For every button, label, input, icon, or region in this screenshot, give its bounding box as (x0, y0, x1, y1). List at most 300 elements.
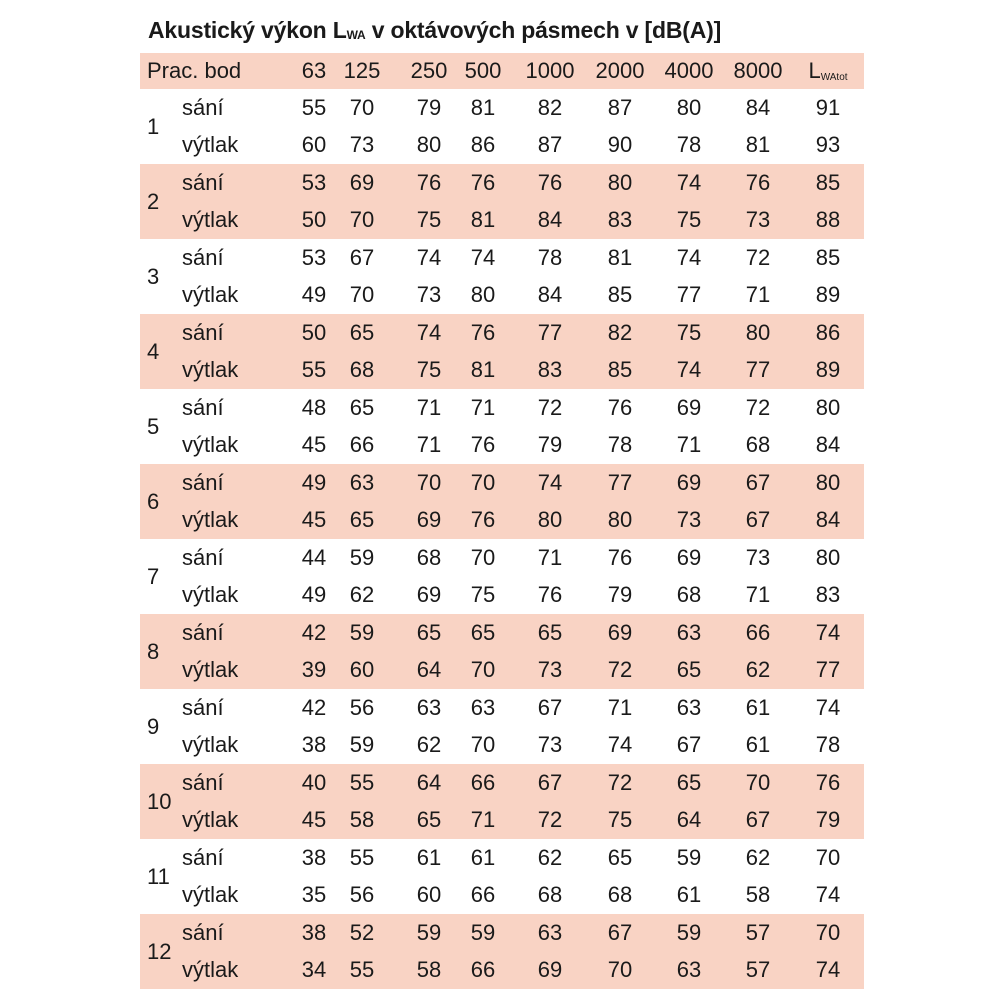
operating-point-group (140, 239, 864, 314)
discharge-label: výtlak (182, 132, 239, 158)
total-value-cell: 74 (815, 619, 841, 645)
band-value-cell: 44 (301, 544, 327, 570)
band-value-cell: 76 (607, 544, 633, 570)
band-value-cell: 70 (745, 769, 771, 795)
band-value-cell: 61 (470, 844, 496, 870)
band-value-cell: 81 (745, 132, 771, 158)
band-value-cell: 65 (349, 394, 375, 420)
band-value-cell: 70 (416, 469, 442, 495)
band-value-cell: 45 (301, 807, 327, 833)
table-row (140, 389, 864, 427)
band-value-cell: 73 (745, 207, 771, 233)
band-value-cell: 61 (745, 732, 771, 758)
band-value-cell: 63 (676, 957, 702, 983)
band-value-cell: 80 (537, 507, 563, 533)
band-value-cell: 67 (607, 919, 633, 945)
band-value-cell: 72 (537, 394, 563, 420)
band-value-cell: 61 (416, 844, 442, 870)
sound-power-table (140, 53, 864, 989)
band-value-cell: 61 (745, 694, 771, 720)
band-value-cell: 65 (607, 844, 633, 870)
total-value-cell: 80 (815, 394, 841, 420)
band-value-cell: 76 (470, 169, 496, 195)
total-value-cell: 76 (815, 769, 841, 795)
discharge-label: výtlak (182, 432, 239, 458)
suction-label: sání (182, 469, 224, 495)
band-value-cell: 80 (607, 507, 633, 533)
total-value-cell: 74 (815, 694, 841, 720)
band-value-cell: 61 (676, 882, 702, 908)
table-row (140, 314, 864, 352)
band-value-cell: 49 (301, 282, 327, 308)
band-value-cell: 73 (349, 132, 375, 158)
band-value-cell: 87 (537, 132, 563, 158)
band-value-cell: 60 (349, 657, 375, 683)
discharge-label: výtlak (182, 657, 239, 683)
band-value-cell: 66 (470, 882, 496, 908)
band-value-cell: 74 (416, 319, 442, 345)
total-value-cell: 80 (815, 544, 841, 570)
total-value-cell: 91 (815, 94, 841, 120)
total-value-cell: 89 (815, 282, 841, 308)
band-value-cell: 64 (416, 657, 442, 683)
total-value-cell: 80 (815, 469, 841, 495)
band-value-cell: 75 (416, 207, 442, 233)
band-value-cell: 83 (607, 207, 633, 233)
band-value-cell: 40 (301, 769, 327, 795)
band-value-cell: 76 (607, 394, 633, 420)
band-value-cell: 81 (470, 207, 496, 233)
band-value-cell: 62 (745, 657, 771, 683)
band-value-cell: 53 (301, 244, 327, 270)
band-value-cell: 70 (470, 657, 496, 683)
band-value-cell: 75 (676, 207, 702, 233)
band-value-cell: 58 (416, 957, 442, 983)
band-value-cell: 84 (537, 282, 563, 308)
band-value-cell: 78 (537, 244, 563, 270)
band-value-cell: 59 (676, 919, 702, 945)
band-value-cell: 80 (416, 132, 442, 158)
band-value-cell: 55 (301, 94, 327, 120)
band-value-cell: 77 (676, 282, 702, 308)
operating-point-group (140, 164, 864, 239)
total-value-cell: 84 (815, 507, 841, 533)
band-value-cell: 75 (676, 319, 702, 345)
total-value-cell: 85 (815, 169, 841, 195)
band-value-cell: 73 (416, 282, 442, 308)
band-value-cell: 74 (676, 357, 702, 383)
band-value-cell: 49 (301, 469, 327, 495)
band-value-cell: 75 (607, 807, 633, 833)
band-value-cell: 68 (607, 882, 633, 908)
band-value-cell: 59 (416, 919, 442, 945)
band-value-cell: 74 (470, 244, 496, 270)
operating-point-number: 7 (147, 563, 160, 589)
band-value-cell: 80 (470, 282, 496, 308)
operating-point-group (140, 764, 864, 839)
title-rest: v oktávových pásmech v [dB(A)] (365, 17, 722, 43)
band-value-cell: 38 (301, 919, 327, 945)
band-value-cell: 60 (301, 132, 327, 158)
total-value-cell: 93 (815, 132, 841, 158)
band-value-cell: 57 (745, 919, 771, 945)
discharge-label: výtlak (182, 207, 239, 233)
suction-label: sání (182, 694, 224, 720)
band-value-cell: 71 (745, 582, 771, 608)
band-value-cell: 55 (349, 769, 375, 795)
table-row (140, 502, 864, 540)
operating-point-group (140, 89, 864, 164)
operating-point-group (140, 914, 864, 989)
band-value-cell: 78 (676, 132, 702, 158)
band-value-cell: 39 (301, 657, 327, 683)
band-value-cell: 63 (676, 694, 702, 720)
total-value-cell: 85 (815, 244, 841, 270)
operating-point-number: 1 (147, 113, 160, 139)
discharge-label: výtlak (182, 282, 239, 308)
band-value-cell: 72 (607, 657, 633, 683)
suction-label: sání (182, 769, 224, 795)
band-value-cell: 74 (676, 169, 702, 195)
band-value-cell: 59 (349, 732, 375, 758)
band-value-cell: 45 (301, 507, 327, 533)
band-value-cell: 68 (416, 544, 442, 570)
band-value-cell: 77 (745, 357, 771, 383)
band-value-cell: 65 (537, 619, 563, 645)
band-value-cell: 71 (416, 432, 442, 458)
table-row (140, 802, 864, 840)
table-row (140, 877, 864, 915)
band-value-cell: 62 (416, 732, 442, 758)
total-value-cell: 70 (815, 844, 841, 870)
header-point-label: Prac. bod (147, 58, 242, 83)
band-value-cell: 62 (537, 844, 563, 870)
header-band: 125 (343, 58, 381, 83)
band-value-cell: 73 (537, 657, 563, 683)
band-value-cell: 65 (349, 319, 375, 345)
band-value-cell: 86 (470, 132, 496, 158)
table-row (140, 427, 864, 465)
suction-label: sání (182, 394, 224, 420)
band-value-cell: 74 (416, 244, 442, 270)
band-value-cell: 53 (301, 169, 327, 195)
suction-label: sání (182, 619, 224, 645)
band-value-cell: 82 (537, 94, 563, 120)
band-value-cell: 80 (745, 319, 771, 345)
band-value-cell: 67 (676, 732, 702, 758)
operating-point-number: 3 (147, 263, 160, 289)
band-value-cell: 75 (416, 357, 442, 383)
table-row (140, 164, 864, 202)
band-value-cell: 70 (349, 207, 375, 233)
suction-label: sání (182, 169, 224, 195)
total-value-cell: 86 (815, 319, 841, 345)
discharge-label: výtlak (182, 807, 239, 833)
table-row (140, 839, 864, 877)
table-row (140, 277, 864, 315)
band-value-cell: 55 (301, 357, 327, 383)
table-row (140, 577, 864, 615)
table-row (140, 652, 864, 690)
band-value-cell: 64 (416, 769, 442, 795)
band-value-cell: 77 (537, 319, 563, 345)
band-value-cell: 34 (301, 957, 327, 983)
table-row (140, 689, 864, 727)
band-value-cell: 63 (470, 694, 496, 720)
band-value-cell: 71 (676, 432, 702, 458)
discharge-label: výtlak (182, 957, 239, 983)
band-value-cell: 67 (745, 507, 771, 533)
band-value-cell: 81 (470, 357, 496, 383)
band-value-cell: 70 (349, 282, 375, 308)
band-value-cell: 58 (349, 807, 375, 833)
band-value-cell: 76 (470, 432, 496, 458)
operating-point-group (140, 689, 864, 764)
band-value-cell: 65 (676, 657, 702, 683)
band-value-cell: 83 (537, 357, 563, 383)
band-value-cell: 59 (470, 919, 496, 945)
band-value-cell: 78 (607, 432, 633, 458)
header-total-main: L (808, 58, 821, 83)
operating-point-group (140, 464, 864, 539)
table-row (140, 764, 864, 802)
band-value-cell: 66 (470, 769, 496, 795)
total-value-cell: 74 (815, 957, 841, 983)
band-value-cell: 73 (676, 507, 702, 533)
band-value-cell: 68 (537, 882, 563, 908)
table-row (140, 239, 864, 277)
band-value-cell: 69 (349, 169, 375, 195)
suction-label: sání (182, 319, 224, 345)
band-value-cell: 66 (470, 957, 496, 983)
band-value-cell: 67 (537, 694, 563, 720)
header-total-subscript: WAtot (820, 72, 848, 83)
operating-point-number: 5 (147, 413, 160, 439)
band-value-cell: 71 (416, 394, 442, 420)
band-value-cell: 62 (745, 844, 771, 870)
band-value-cell: 69 (676, 544, 702, 570)
band-value-cell: 74 (537, 469, 563, 495)
table-row (140, 727, 864, 765)
band-value-cell: 42 (301, 694, 327, 720)
band-value-cell: 52 (349, 919, 375, 945)
band-value-cell: 80 (676, 94, 702, 120)
table-row (140, 614, 864, 652)
header-band: 2000 (595, 58, 645, 83)
band-value-cell: 90 (607, 132, 633, 158)
band-value-cell: 72 (607, 769, 633, 795)
band-value-cell: 50 (301, 319, 327, 345)
band-value-cell: 57 (745, 957, 771, 983)
band-value-cell: 55 (349, 957, 375, 983)
band-value-cell: 68 (745, 432, 771, 458)
operating-point-group (140, 389, 864, 464)
band-value-cell: 35 (301, 882, 327, 908)
table-row (140, 89, 864, 127)
band-value-cell: 65 (416, 619, 442, 645)
total-value-cell: 84 (815, 432, 841, 458)
band-value-cell: 75 (470, 582, 496, 608)
band-value-cell: 73 (745, 544, 771, 570)
band-value-cell: 76 (745, 169, 771, 195)
table-row (140, 952, 864, 990)
band-value-cell: 65 (349, 507, 375, 533)
operating-point-number: 6 (147, 488, 160, 514)
header-band: 250 (410, 58, 448, 83)
band-value-cell: 72 (537, 807, 563, 833)
suction-label: sání (182, 919, 224, 945)
operating-point-group (140, 839, 864, 914)
band-value-cell: 81 (607, 244, 633, 270)
operating-point-number: 10 (147, 788, 172, 814)
table-row (140, 127, 864, 165)
band-value-cell: 66 (745, 619, 771, 645)
band-value-cell: 69 (416, 582, 442, 608)
band-value-cell: 59 (349, 544, 375, 570)
discharge-label: výtlak (182, 732, 239, 758)
band-value-cell: 72 (745, 244, 771, 270)
band-value-cell: 65 (470, 619, 496, 645)
band-value-cell: 59 (676, 844, 702, 870)
total-value-cell: 79 (815, 807, 841, 833)
band-value-cell: 73 (537, 732, 563, 758)
band-value-cell: 66 (349, 432, 375, 458)
band-value-cell: 68 (349, 357, 375, 383)
band-value-cell: 56 (349, 694, 375, 720)
band-value-cell: 63 (416, 694, 442, 720)
band-value-cell: 50 (301, 207, 327, 233)
band-value-cell: 74 (676, 244, 702, 270)
band-value-cell: 76 (416, 169, 442, 195)
band-value-cell: 38 (301, 844, 327, 870)
header-band: 4000 (664, 58, 714, 83)
band-value-cell: 85 (607, 282, 633, 308)
band-value-cell: 77 (607, 469, 633, 495)
band-value-cell: 70 (607, 957, 633, 983)
band-value-cell: 59 (349, 619, 375, 645)
band-value-cell: 55 (349, 844, 375, 870)
total-value-cell: 78 (815, 732, 841, 758)
operating-point-group (140, 314, 864, 389)
table-row (140, 464, 864, 502)
band-value-cell: 42 (301, 619, 327, 645)
total-value-cell: 89 (815, 357, 841, 383)
band-value-cell: 67 (745, 469, 771, 495)
band-value-cell: 56 (349, 882, 375, 908)
band-value-cell: 64 (676, 807, 702, 833)
discharge-label: výtlak (182, 882, 239, 908)
total-value-cell: 77 (815, 657, 841, 683)
total-value-cell: 83 (815, 582, 841, 608)
header-total (808, 60, 847, 82)
title-main: Akustický výkon L (148, 17, 347, 43)
band-value-cell: 63 (349, 469, 375, 495)
band-value-cell: 82 (607, 319, 633, 345)
band-value-cell: 38 (301, 732, 327, 758)
band-value-cell: 70 (349, 94, 375, 120)
table-header-row (140, 53, 864, 89)
table-row (140, 539, 864, 577)
band-value-cell: 79 (607, 582, 633, 608)
band-value-cell: 71 (537, 544, 563, 570)
band-value-cell: 69 (607, 619, 633, 645)
header-band: 500 (464, 58, 502, 83)
band-value-cell: 67 (745, 807, 771, 833)
band-value-cell: 62 (349, 582, 375, 608)
total-value-cell: 70 (815, 919, 841, 945)
band-value-cell: 87 (607, 94, 633, 120)
band-value-cell: 69 (537, 957, 563, 983)
operating-point-number: 11 (147, 863, 170, 889)
band-value-cell: 76 (537, 169, 563, 195)
operating-point-number: 8 (147, 638, 160, 664)
band-value-cell: 48 (301, 394, 327, 420)
band-value-cell: 63 (676, 619, 702, 645)
band-value-cell: 84 (745, 94, 771, 120)
band-value-cell: 79 (537, 432, 563, 458)
band-value-cell: 76 (537, 582, 563, 608)
discharge-label: výtlak (182, 357, 239, 383)
band-value-cell: 71 (470, 394, 496, 420)
operating-point-number: 12 (147, 938, 172, 964)
operating-point-number: 2 (147, 188, 160, 214)
band-value-cell: 67 (537, 769, 563, 795)
operating-point-group (140, 614, 864, 689)
band-value-cell: 72 (745, 394, 771, 420)
band-value-cell: 84 (537, 207, 563, 233)
band-value-cell: 49 (301, 582, 327, 608)
header-band: 1000 (525, 58, 575, 83)
band-value-cell: 70 (470, 469, 496, 495)
band-value-cell: 76 (470, 507, 496, 533)
band-value-cell: 69 (676, 394, 702, 420)
band-value-cell: 45 (301, 432, 327, 458)
band-value-cell: 74 (607, 732, 633, 758)
operating-point-number: 4 (147, 338, 160, 364)
table-row (140, 202, 864, 240)
table-title (148, 17, 721, 44)
band-value-cell: 65 (676, 769, 702, 795)
band-value-cell: 63 (537, 919, 563, 945)
band-value-cell: 81 (470, 94, 496, 120)
operating-point-group (140, 539, 864, 614)
band-value-cell: 69 (676, 469, 702, 495)
suction-label: sání (182, 844, 224, 870)
band-value-cell: 65 (416, 807, 442, 833)
table-row (140, 352, 864, 390)
band-value-cell: 85 (607, 357, 633, 383)
total-value-cell: 74 (815, 882, 841, 908)
discharge-label: výtlak (182, 507, 239, 533)
band-value-cell: 80 (607, 169, 633, 195)
total-value-cell: 88 (815, 207, 841, 233)
band-value-cell: 69 (416, 507, 442, 533)
band-value-cell: 76 (470, 319, 496, 345)
band-value-cell: 71 (745, 282, 771, 308)
header-band: 63 (301, 58, 327, 83)
band-value-cell: 71 (607, 694, 633, 720)
header-band: 8000 (733, 58, 783, 83)
band-value-cell: 58 (745, 882, 771, 908)
band-value-cell: 67 (349, 244, 375, 270)
suction-label: sání (182, 94, 224, 120)
band-value-cell: 60 (416, 882, 442, 908)
suction-label: sání (182, 544, 224, 570)
table-row (140, 914, 864, 952)
suction-label: sání (182, 244, 224, 270)
band-value-cell: 79 (416, 94, 442, 120)
operating-point-number: 9 (147, 713, 160, 739)
